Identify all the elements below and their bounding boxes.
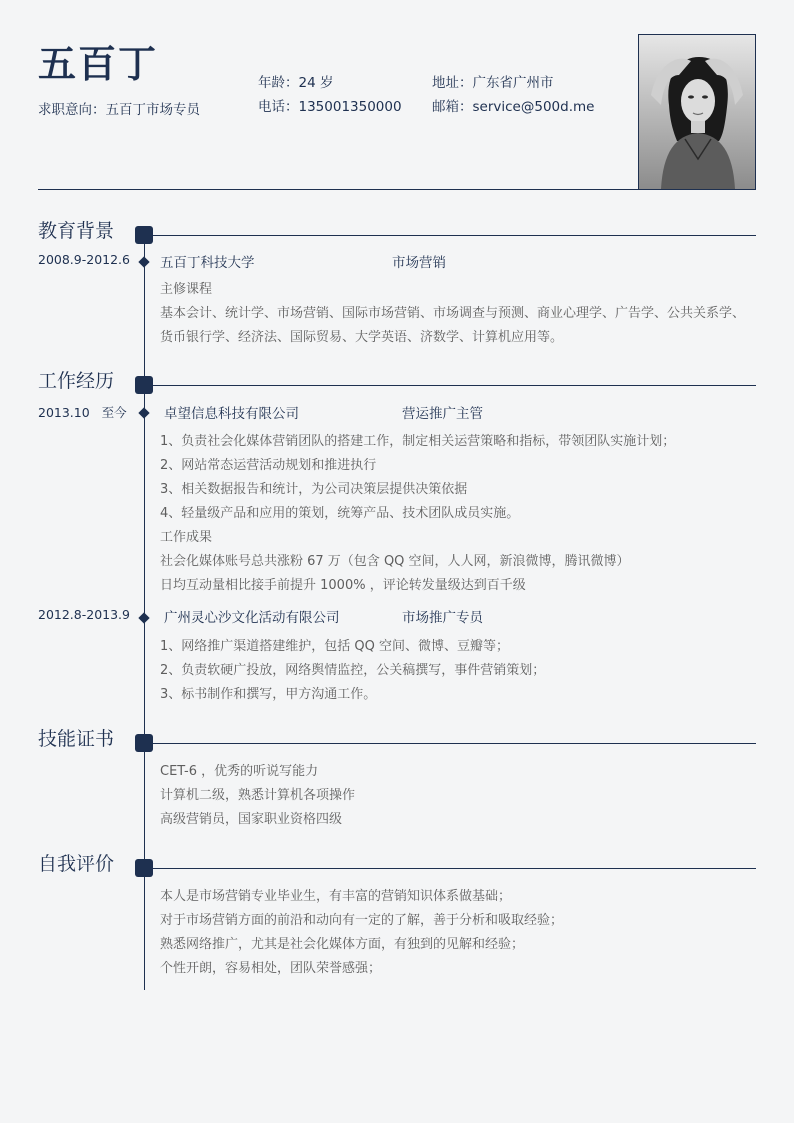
timeline-diamond xyxy=(138,612,149,623)
job-line: 2、负责软硬广投放，网络舆情监控，公关稿撰写，事件营销策划； xyxy=(160,663,546,678)
education-date: 2008.9-2012.6 xyxy=(38,252,130,267)
job-line: 社会化媒体账号总共涨粉 67 万（包含 QQ 空间，人人网，新浪微博，腾讯微博） xyxy=(160,554,630,569)
job-line: 日均互动量相比接手前提升 1000% ，评论转发量级达到百千级 xyxy=(160,578,526,593)
section-marker-education xyxy=(135,226,153,244)
job-line: 3、标书制作和撰写，甲方沟通工作。 xyxy=(160,687,377,702)
section-rule-self xyxy=(153,868,756,869)
job-line: 4、轻量级产品和应用的策划，统筹产品、技术团队成员实施。 xyxy=(160,506,520,521)
section-rule-education xyxy=(153,235,756,236)
job-company: 广州灵心沙文化活动有限公司 xyxy=(164,610,340,626)
self-line: 熟悉网络推广，尤其是社会化媒体方面，有独到的见解和经验； xyxy=(160,937,525,952)
address-field: 地址：广东省广州市 xyxy=(432,75,554,91)
profile-photo xyxy=(638,34,756,190)
courses-list: 基本会计、统计学、市场营销、国际市场营销、市场调查与预测、商业心理学、广告学、公共关系学、货币银行学、经济法、国际贸易、大学英语、济数学、计算机应用等。 xyxy=(160,306,746,345)
age-field: 年龄：24 岁 xyxy=(258,75,334,91)
section-rule-work xyxy=(153,385,756,386)
job-position: 市场推广专员 xyxy=(402,610,483,626)
education-school: 五百丁科技大学 xyxy=(160,255,255,271)
self-line: 本人是市场营销专业毕业生，有丰富的营销知识体系做基础； xyxy=(160,889,512,904)
email-field: 邮箱：service@500d.me xyxy=(432,99,595,115)
job-line: 工作成果 xyxy=(160,530,213,545)
job-date: 2013.10 至今 xyxy=(38,405,127,420)
section-rule-skills xyxy=(153,743,756,744)
candidate-name: 五百丁 xyxy=(38,42,159,86)
courses-heading: 主修课程 xyxy=(160,282,213,297)
job-company: 卓望信息科技有限公司 xyxy=(164,406,299,422)
job-line: 3、相关数据报告和统计，为公司决策层提供决策依据 xyxy=(160,482,468,497)
section-title-skills: 技能证书 xyxy=(38,728,115,750)
skill-item: 高级营销员，国家职业资格四级 xyxy=(160,812,343,827)
timeline-diamond xyxy=(138,407,149,418)
job-line: 1、负责社会化媒体营销团队的搭建工作，制定相关运营策略和指标，带领团队实施计划； xyxy=(160,434,676,449)
timeline-diamond xyxy=(138,256,149,267)
job-description xyxy=(160,430,756,598)
header-divider xyxy=(38,189,756,190)
section-marker-work xyxy=(135,376,153,394)
job-description xyxy=(160,635,756,707)
job-position: 营运推广主管 xyxy=(402,406,483,422)
education-courses xyxy=(160,278,756,350)
section-title-self: 自我评价 xyxy=(38,853,115,875)
skill-item: CET-6 ，优秀的听说写能力 xyxy=(160,764,319,779)
self-line: 个性开朗，容易相处，团队荣誉感强； xyxy=(160,961,382,976)
section-marker-skills xyxy=(135,734,153,752)
section-title-education: 教育背景 xyxy=(38,220,115,242)
skill-item: 计算机二级，熟悉计算机各项操作 xyxy=(160,788,356,803)
self-line: 对于市场营销方面的前沿和动向有一定的了解，善于分析和吸取经验； xyxy=(160,913,564,928)
section-marker-self xyxy=(135,859,153,877)
job-line: 2、网站常态运营活动规划和推进执行 xyxy=(160,458,377,473)
section-title-work: 工作经历 xyxy=(38,370,115,392)
job-intent: 求职意向：五百丁市场专员 xyxy=(38,102,200,118)
education-major: 市场营销 xyxy=(392,255,446,271)
skills-list xyxy=(160,760,756,832)
job-date: 2012.8-2013.9 xyxy=(38,607,130,622)
phone-field: 电话：135001350000 xyxy=(258,99,402,115)
job-line: 1、网络推广渠道搭建维护，包括 QQ 空间、微博、豆瓣等； xyxy=(160,639,510,654)
self-evaluation xyxy=(160,885,756,981)
